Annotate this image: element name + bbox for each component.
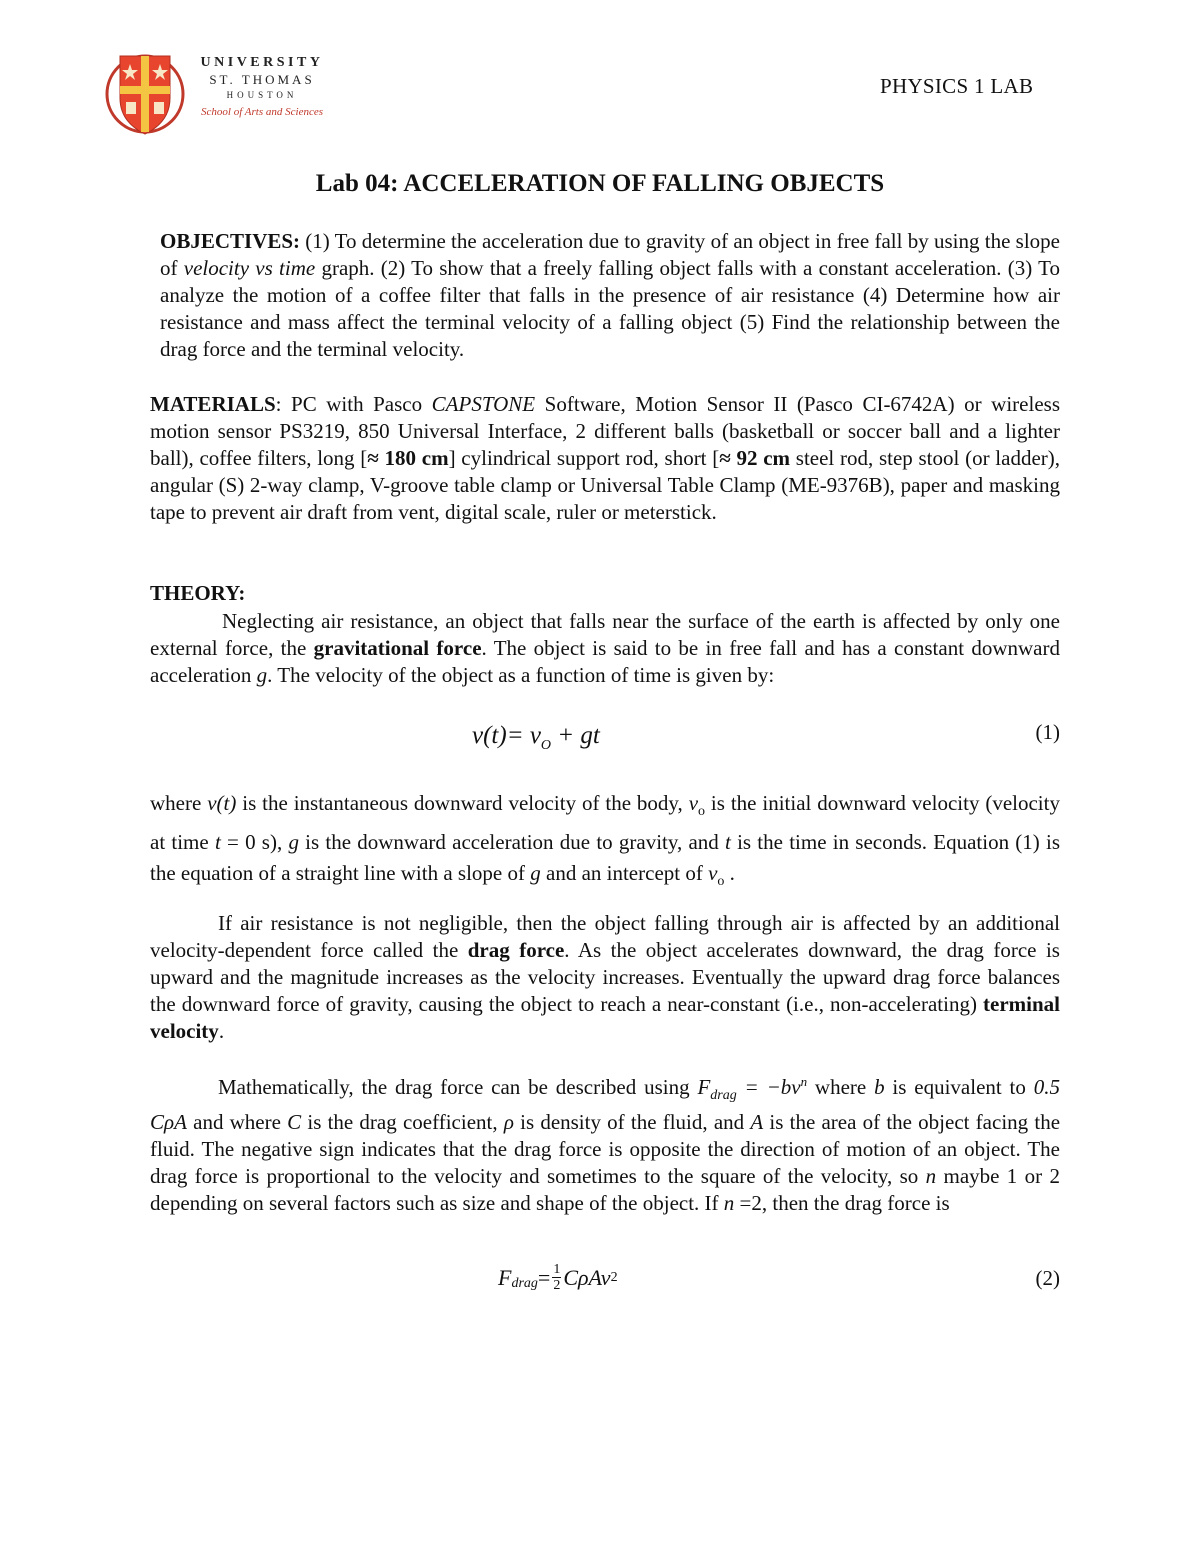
p2-vo2: v [708,861,718,886]
objectives-italic: velocity vs time [183,256,316,280]
logo-school-text: School of Arts and Sciences [201,106,323,118]
p2-text: where [150,791,208,815]
eq2-fraction [552,1262,561,1293]
theory-paragraph-4 [150,1068,1060,1217]
materials-section [150,391,1060,526]
p1-text: Neglecting air resistance, an object that falls near the surface of the earth is affected by only one external force, the [150,609,1060,660]
p4-rho: ρ [503,1110,514,1135]
p3-text: If air resistance is not negligible, then the object falling through air is affected by an additional velocity-dependent force called the [150,911,1060,962]
p2-vo: v [688,791,699,815]
eq2-frac-bot: 2 [553,1278,561,1293]
objectives-text-cont: graph. (2) To show that a freely falling object falls with a constant acceleration. (3) To analyze the motion of a coffee filter that falls in the presence of air resistance (4) Determine how air resistance and mass affect the terminal velocity of a falling object (5) Find the relationship between the drag force and the terminal velocity. [160,256,1060,361]
page-title: Lab 04: ACCELERATION OF FALLING OBJECTS [315,170,885,197]
p4-a: A [750,1110,764,1135]
theory-heading-text: THEORY: [150,581,246,605]
p4-text-c: is equivalent to [884,1075,1034,1099]
p2-vo-sub: o [698,804,706,820]
theory-paragraph-1 [150,608,1060,689]
materials-heading: MATERIALS [150,392,276,416]
equation-2-number: (2) [1035,1266,1060,1290]
p4-text-h: maybe 1 or 2 depending on several factors such as size and shape of the object. If [150,1164,1060,1216]
eq2-eq: = [537,1264,551,1290]
p2-vo2-sub: o [717,874,725,890]
eq2-rest: CρAv [563,1264,611,1290]
p4-fsub: drag [710,1088,737,1104]
p4-f: F [697,1075,711,1099]
p4-text: Mathematically, the drag force can be described using [218,1075,698,1099]
equation-2 [498,1262,618,1293]
p4-c: C [287,1110,302,1135]
p4-text-f: is density of the fluid, and [513,1110,751,1135]
objectives-section [160,228,1060,363]
theory-paragraph-3 [150,910,1060,1045]
p1-g: g [256,663,268,687]
objectives-heading: OBJECTIVES: [160,229,301,253]
eq2-f: F [498,1264,512,1290]
p4-text-d: and where [186,1110,288,1135]
p2-g2: g [530,861,541,886]
p4-n: n [800,1074,808,1089]
p4-text-b: where [807,1075,875,1099]
eq1-sub: O [540,738,552,753]
p2-g: g [288,830,299,855]
materials-text-c: ] cylindrical support rod, short [ [448,446,720,470]
logo-houston-text: HOUSTON [226,90,298,100]
logo-st-thomas-text: ST. THOMAS [209,72,315,87]
p3-bold2: terminal velocity [150,992,1060,1043]
p4-text-g: is the area of the object facing the fluid. The negative sign indicates that the drag force is opposite the direction of motion of an object. The drag force is proportional to the velocity and sometimes to the square of the velocity, so [150,1110,1061,1189]
materials-text-b: Software, Motion Sensor II (Pasco CI-6742A) or wireless motion sensor PS3219, 850 Universal Interface, 2 different balls (basketball or soccer ball and a lighter ball), coffee filters, long [ [150,392,1060,470]
p2-text-h: and an intercept of [540,861,709,886]
p4-ital: 0.5 CρA [150,1075,1060,1135]
p2-vt: v(t) [207,791,237,815]
shield-crest-icon [104,50,186,140]
p4-n2: n [723,1191,735,1216]
materials-italic: CAPSTONE [431,392,536,416]
eq2-sup: 2 [610,1269,618,1285]
university-logo [104,50,334,140]
p3-text-b: . As the object accelerates downward, the drag force is upward and the magnitude increases as the velocity increases. Eventually the upward drag force balances the downward force of gravity, causing the object to reach a near-constant (i.e., non-accelerating) [150,938,1060,1016]
equation-1-number: (1) [1035,720,1060,744]
p4-text-e: is the drag coefficient, [301,1110,504,1135]
p4-b: b [874,1075,885,1099]
theory-heading [150,580,245,607]
eq1-end: + gt [551,722,600,749]
p2-text-c: is the initial downward velocity (velocity at time [150,791,1060,855]
eq2-sub: drag [511,1275,538,1291]
p3-bold: drag force [467,938,565,962]
p2-text-f: is the time in seconds. Equation (1) is the equation of a straight line with a slope of [150,830,1061,886]
eq2-frac-top: 1 [553,1262,561,1277]
objectives-text: (1) To determine the acceleration due to gravity of an object in free fall by using the slope of [160,229,1060,280]
theory-paragraph-2 [150,788,1060,897]
p1-text-b: . The object is said to be in free fall and has a constant downward acceleration [150,636,1060,687]
p3-text-c: . [218,1019,225,1043]
equation-1 [472,722,600,754]
materials-text-d: steel rod, step stool (or ladder), angular (S) 2-way clamp, V-groove table clamp or Universal Table Clamp (ME-9376B), paper and masking tape to prevent air draft from vent, digital scale, ruler or meterstick. [150,446,1061,524]
p2-text-b: is the instantaneous downward velocity of the body, [236,791,689,815]
p1-bold: gravitational force [313,636,482,660]
materials-text: : PC with Pasco [275,392,432,416]
p2-t: t [214,830,221,855]
p4-nn: n [925,1164,937,1189]
p2-text-i: . [724,861,735,886]
logo-wordmark [192,54,332,122]
logo-university-text: UNIVERSITY [200,55,324,70]
p4-eq: = −bv [736,1075,801,1099]
eq1-main: v(t)= v [472,722,541,749]
p4-text-i: =2, then the drag force is [734,1191,950,1216]
p1-text-c: . The velocity of the object as a function of time is given by: [267,663,775,687]
p2-text-e: is the downward acceleration due to gravity, and [298,830,726,855]
materials-bold-a: ≈ 180 cm [367,446,449,470]
header-label: PHYSICS 1 LAB [880,74,1034,98]
materials-bold-b: ≈ 92 cm [719,446,791,470]
p2-t2: t [725,830,731,855]
p2-text-d: = 0 s), [220,830,289,855]
